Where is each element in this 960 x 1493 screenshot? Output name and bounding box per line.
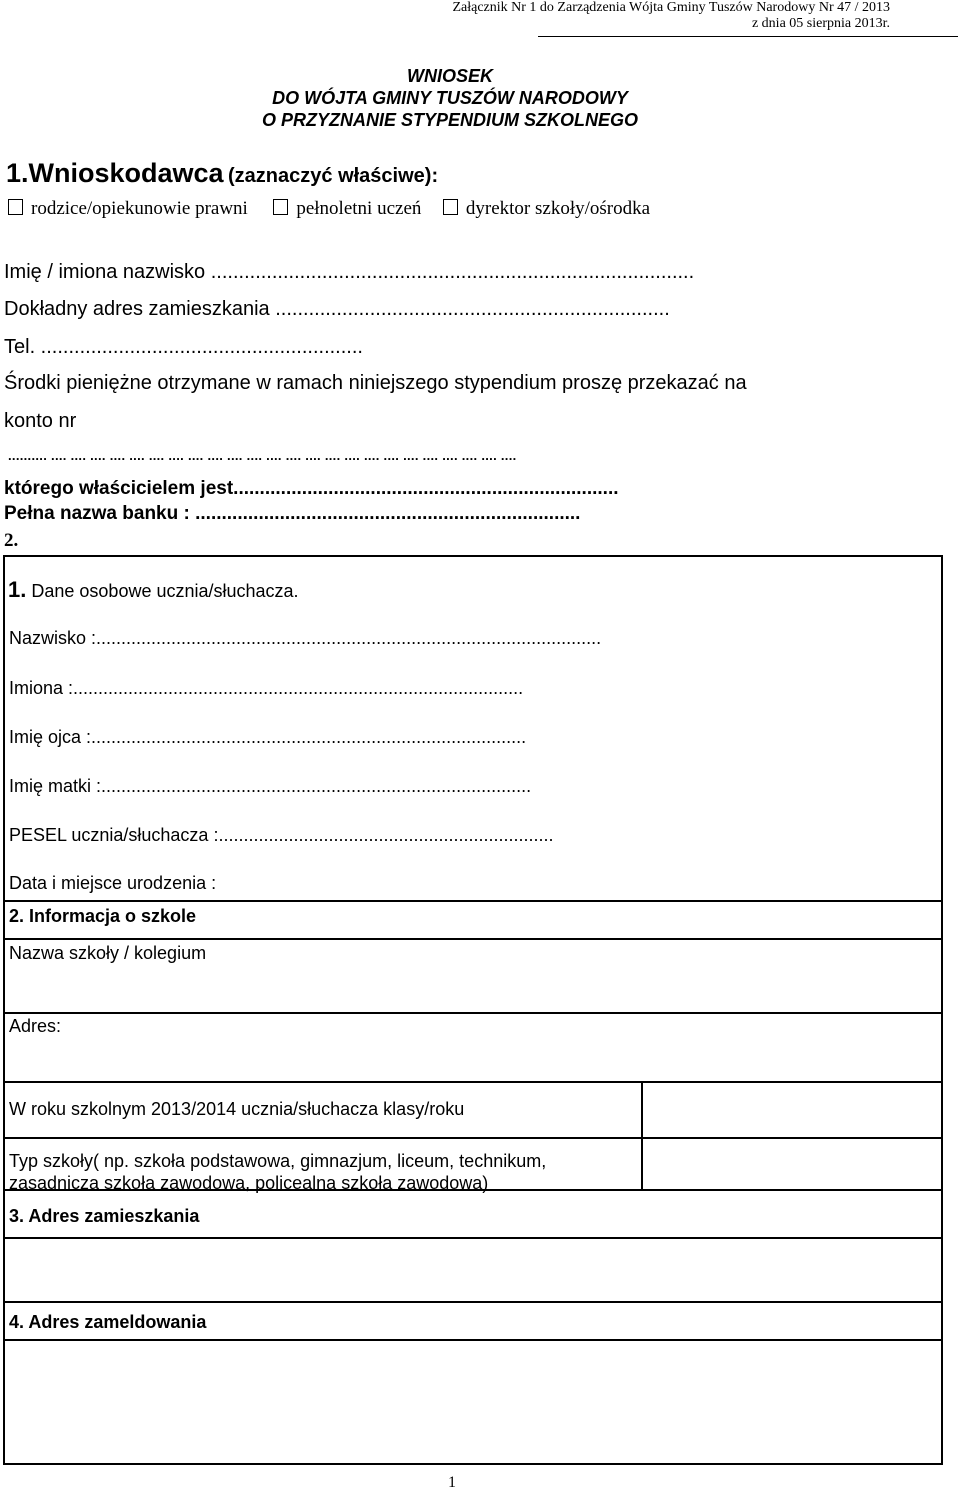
father-name-field[interactable]: Imię ojca :....................................................................................... [9, 727, 527, 747]
document-title: WNIOSEK [406, 66, 493, 86]
applicant-heading-label: 1.Wnioskodawca [6, 158, 224, 188]
option-adult-student-label: pełnoletni uczeń [296, 198, 422, 219]
row-divider [5, 1189, 941, 1191]
checkbox-icon[interactable] [8, 199, 23, 215]
personal-data-heading [8, 577, 299, 603]
section-number-2: 2. [4, 530, 19, 551]
applicant-heading [6, 158, 438, 189]
year-class-label: W roku szkolnym 2013/2014 ucznia/słuchacza klasy/roku [9, 1099, 465, 1119]
applicant-options [4, 198, 650, 220]
row-divider [5, 1081, 941, 1083]
school-type-label [9, 1150, 546, 1194]
row-divider [5, 1012, 941, 1014]
school-info-heading: 2. Informacja o szkole [9, 906, 197, 926]
student-data-table [3, 555, 943, 1465]
option-parents[interactable] [4, 198, 248, 219]
personal-data-number: 1. [8, 577, 27, 602]
applicant-phone-field[interactable]: Tel. .......................................................... [4, 336, 363, 358]
row-divider [5, 900, 941, 902]
attachment-header-line1: Załącznik Nr 1 do Zarządzenia Wójta Gminy Tuszów Narodowy Nr 47 / 2013 [452, 0, 890, 15]
personal-data-title: Dane osobowe ucznia/słuchacza. [31, 581, 299, 601]
school-type-line1: Typ szkoły( np. szkoła podstawowa, gimnazjum, liceum, technikum, [9, 1151, 547, 1171]
header-divider [538, 36, 958, 37]
registration-address-heading: 4. Adres zameldowania [9, 1312, 207, 1332]
row-divider [5, 1137, 941, 1139]
applicant-address-field[interactable]: Dokładny adres zamieszkania ....................................................................... [4, 298, 670, 320]
school-type-line2: zasadnicza szkoła zawodowa, policealna szkoła zawodowa) [9, 1173, 489, 1193]
row-divider [5, 1301, 941, 1303]
row-divider [5, 1339, 941, 1341]
column-divider [641, 1081, 643, 1189]
page-number: 1 [448, 1474, 456, 1491]
checkbox-icon[interactable] [443, 199, 458, 215]
option-director-label: dyrektor szkoły/ośrodka [465, 198, 651, 219]
school-address-field[interactable]: Adres: [9, 1016, 62, 1036]
option-director[interactable] [439, 198, 650, 219]
account-owner-field[interactable]: którego właścicielem jest......................................................................... [4, 478, 619, 499]
birth-date-place-field[interactable]: Data i miejsce urodzenia : [9, 873, 217, 893]
funds-transfer-text: Środki pieniężne otrzymane w ramach niniejszego stypendium proszę przekazać na [4, 372, 747, 394]
school-name-field[interactable]: Nazwa szkoły / kolegium [9, 943, 207, 963]
row-divider [5, 1237, 941, 1239]
row-divider [5, 938, 941, 940]
checkbox-icon[interactable] [273, 199, 288, 215]
option-parents-label: rodzice/opiekunowie prawni [31, 198, 248, 219]
surname-field[interactable]: Nazwisko :..................................................................................................... [9, 628, 602, 648]
option-adult-student[interactable] [269, 198, 421, 219]
attachment-header-line2: z dnia 05 sierpnia 2013r. [751, 16, 890, 31]
mother-name-field[interactable]: Imię matki :...................................................................................... [9, 776, 532, 796]
applicant-name-field[interactable]: Imię / imiona nazwisko ....................................................................................... [4, 261, 695, 283]
bank-name-field[interactable]: Pełna nazwa banku : ......................................................................... [4, 503, 581, 524]
document-title-line3: O PRZYZNANIE STYPENDIUM SZKOLNEGO [261, 110, 639, 130]
first-names-field[interactable]: Imiona :.......................................................................................... [9, 678, 524, 698]
account-number-field[interactable]: .......... .... .... .... .... .... .... .... .... .... .... .... .... .... .... .... .... .... .... .... .... .... .... .... .... [8, 448, 517, 463]
account-number-label: konto nr [4, 410, 77, 432]
pesel-field[interactable]: PESEL ucznia/słuchacza :................................................................... [9, 825, 554, 845]
document-title-line2: DO WÓJTA GMINY TUSZÓW NARODOWY [272, 88, 628, 108]
applicant-heading-note: (zaznaczyć właściwe): [228, 165, 439, 187]
residence-address-heading: 3. Adres zamieszkania [9, 1206, 200, 1226]
